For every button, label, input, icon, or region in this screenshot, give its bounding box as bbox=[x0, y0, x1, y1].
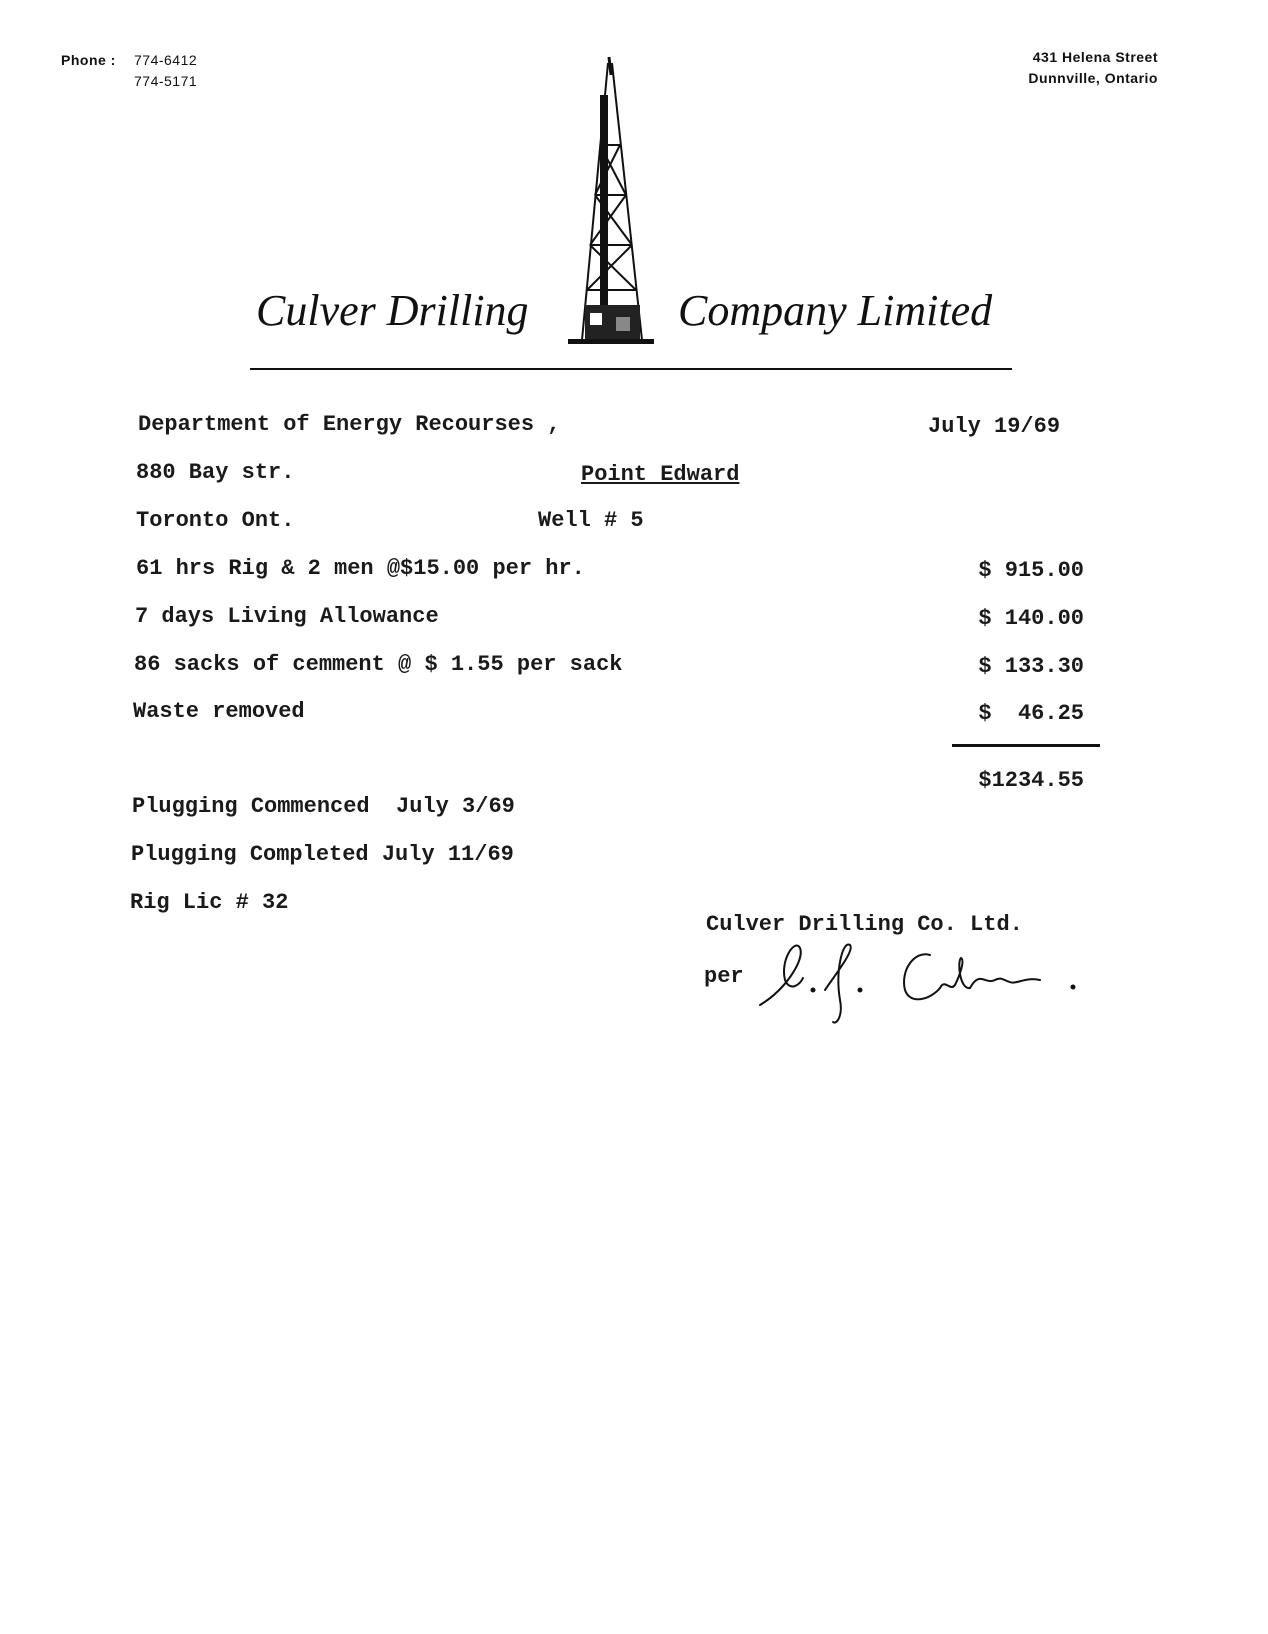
line-item-description: 7 days Living Allowance bbox=[135, 604, 439, 629]
line-item-amount: $ 140.00 bbox=[978, 606, 1084, 631]
phone-number-2: 774-5171 bbox=[134, 73, 198, 89]
plugging-commenced: Plugging Commenced July 3/69 bbox=[132, 794, 515, 819]
address-line-1: 431 Helena Street bbox=[1032, 49, 1158, 65]
line-item-description: 61 hrs Rig & 2 men @$15.00 per hr. bbox=[136, 556, 585, 581]
company-name-left: Culver Drilling bbox=[256, 286, 529, 335]
phone-label: Phone : bbox=[61, 52, 116, 68]
address-line-2: Dunnville, Ontario bbox=[1028, 70, 1158, 86]
recipient-line-2: 880 Bay str. bbox=[136, 460, 295, 485]
site-location: Point Edward bbox=[581, 462, 740, 487]
plugging-completed: Plugging Completed July 11/69 bbox=[131, 842, 514, 867]
line-item-amount: $ 133.30 bbox=[978, 654, 1084, 679]
line-item-description: Waste removed bbox=[133, 699, 305, 724]
recipient-line-3: Toronto Ont. bbox=[136, 508, 295, 533]
invoice-total: $1234.55 bbox=[978, 768, 1084, 793]
rig-license: Rig Lic # 32 bbox=[130, 890, 289, 915]
invoice-date: July 19/69 bbox=[928, 414, 1061, 439]
letterhead-divider bbox=[250, 368, 1012, 370]
well-number: Well # 5 bbox=[538, 508, 644, 533]
handwritten-signature bbox=[755, 930, 1085, 1030]
drilling-rig-tower-icon bbox=[560, 55, 660, 355]
phone-number-1: 774-6412 bbox=[134, 52, 198, 68]
total-divider bbox=[952, 744, 1100, 747]
company-name-right: Company Limited bbox=[678, 286, 993, 335]
recipient-line-1: Department of Energy Recourses , bbox=[138, 412, 561, 437]
line-item-description: 86 sacks of cemment @ $ 1.55 per sack bbox=[134, 652, 623, 677]
signature-company: Culver Drilling Co. Ltd. bbox=[706, 912, 1023, 937]
line-item-amount: $ 46.25 bbox=[978, 701, 1084, 726]
signature-per-label: per bbox=[704, 964, 744, 989]
line-item-amount: $ 915.00 bbox=[978, 558, 1084, 583]
